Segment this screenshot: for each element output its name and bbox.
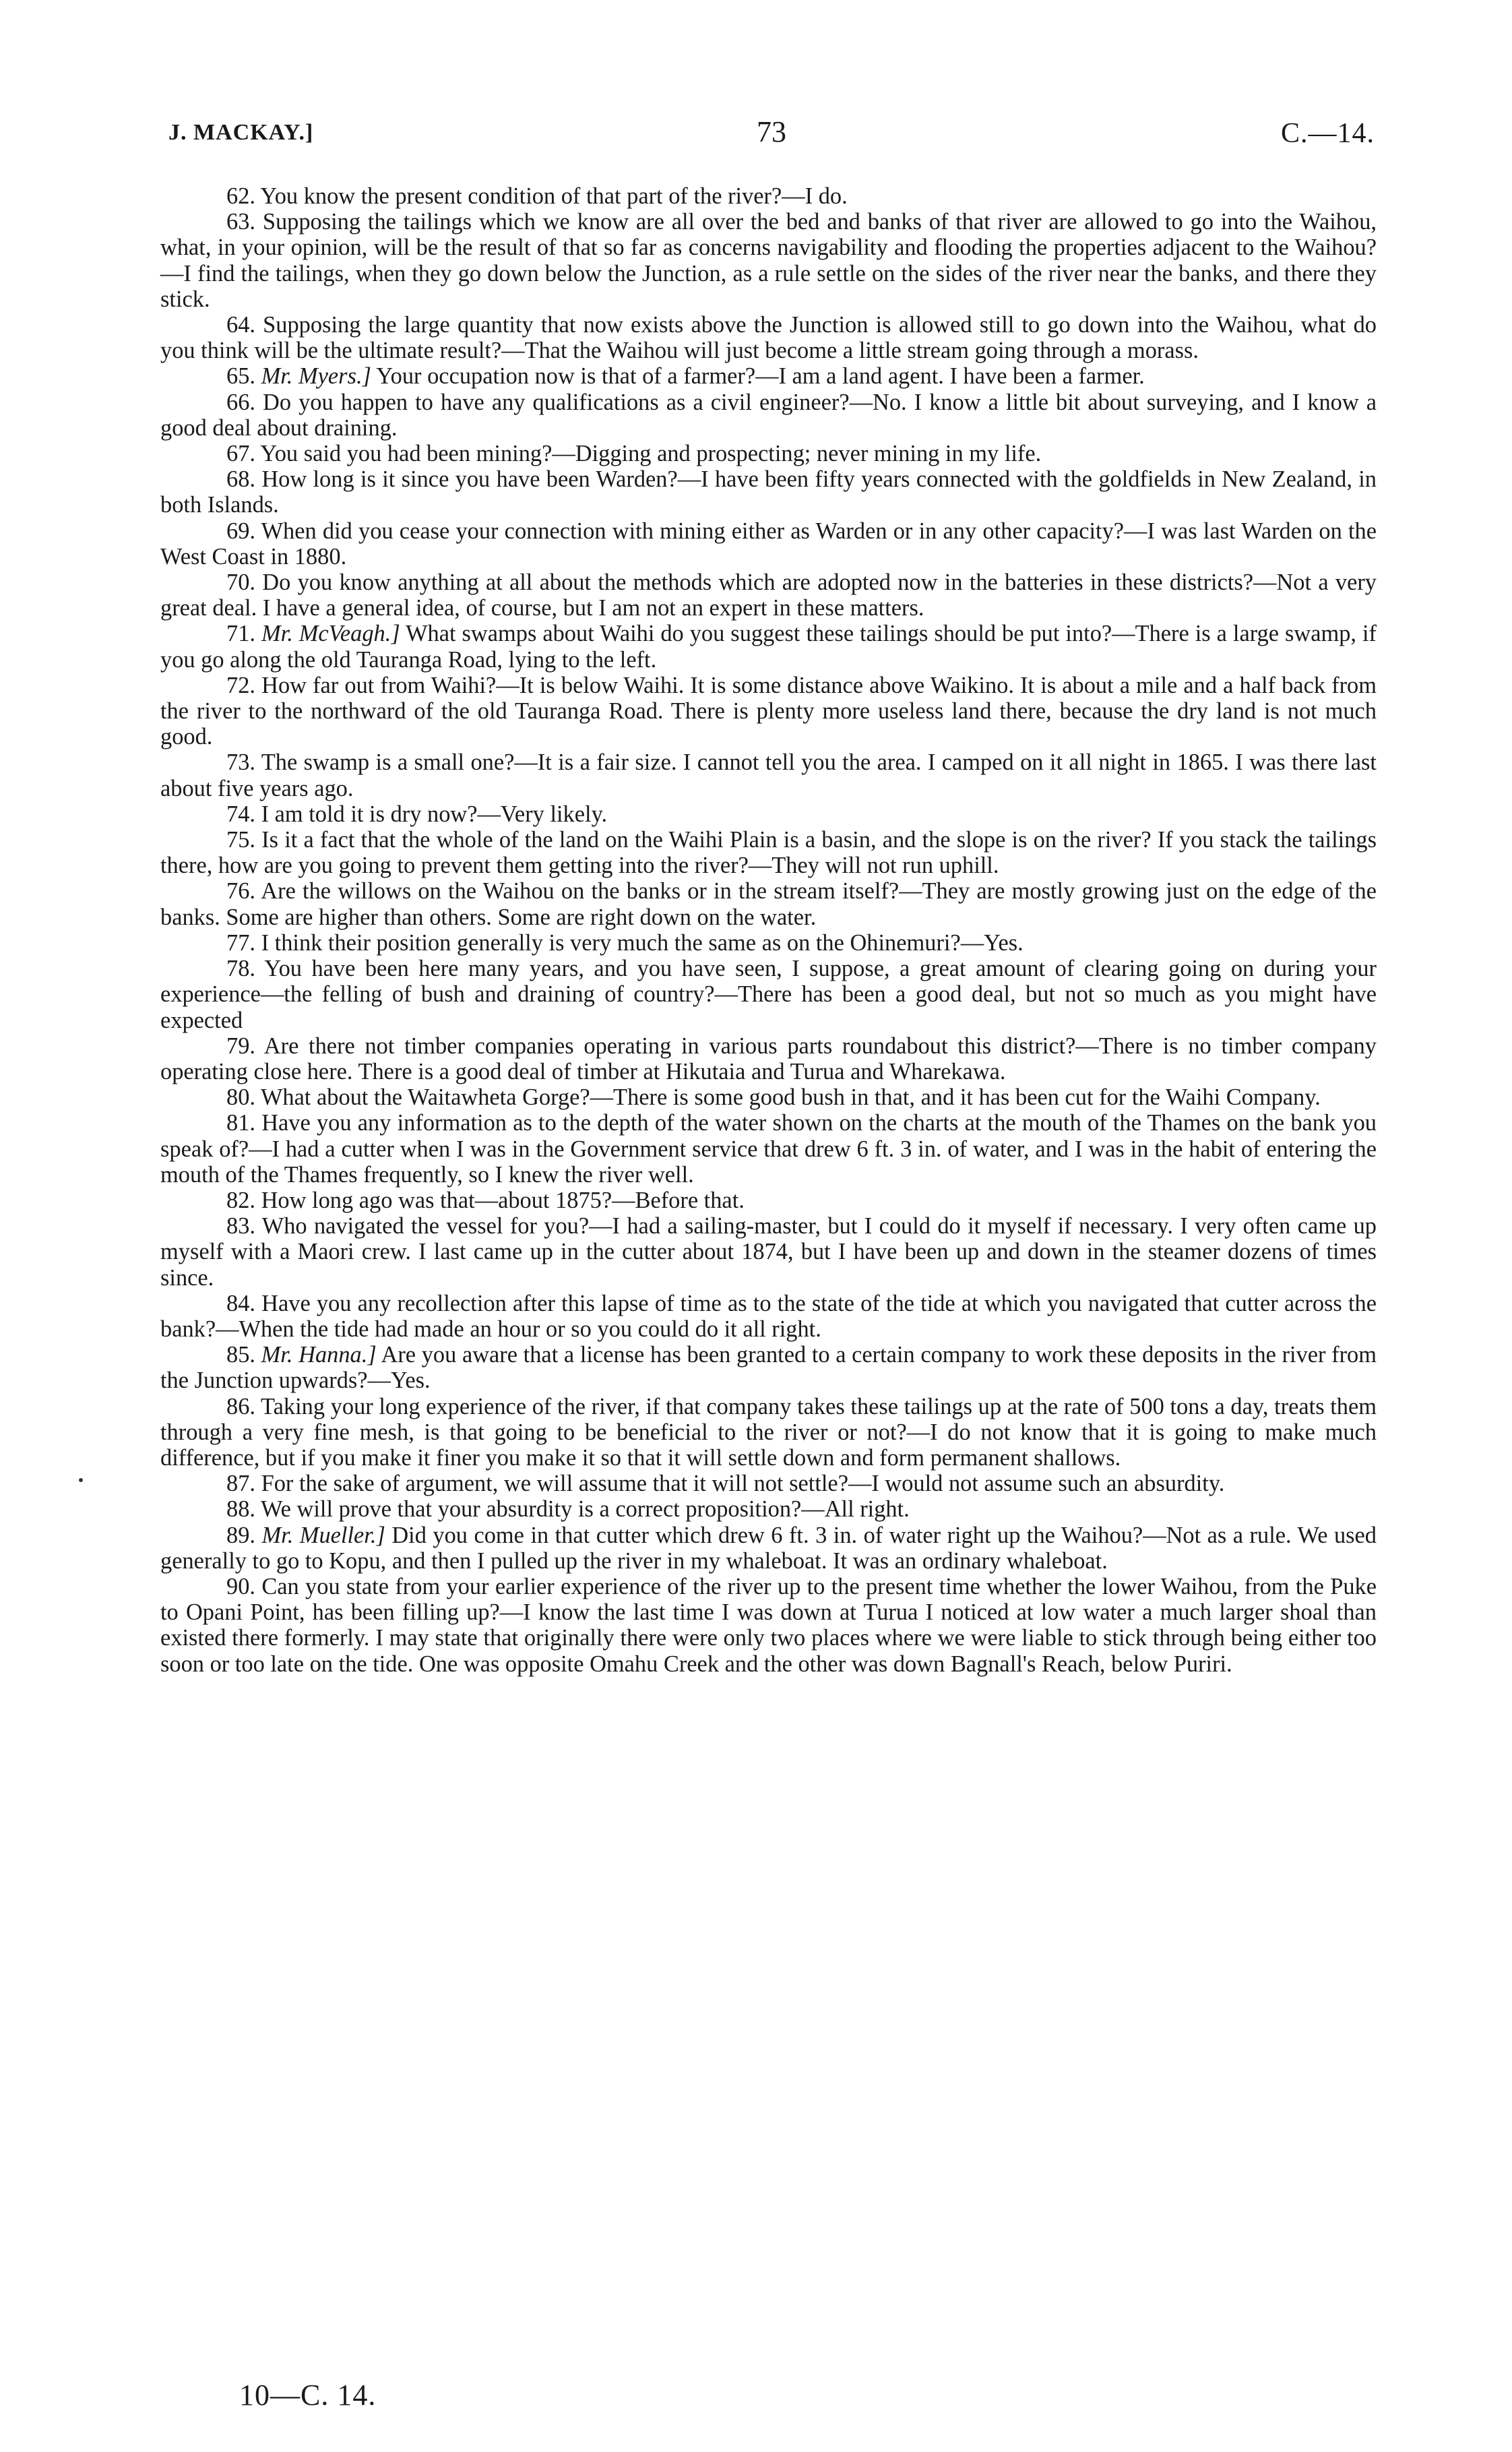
question-answer-paragraph: 88. We will prove that your absurdity is a correct proposition?—All right. xyxy=(226,1496,910,1523)
question-answer-paragraph: 63. Supposing the tailings which we know are all over the bed and banks of that river are allowed to go into the Waihou, what, in your opinion, will be the result of that so far as concerns navigability and flooding the properties adjacent to the Waihou?—I find the tailings, when they go down below the Junction, as a rule settle on the sides of the river near the banks, and there they stick. xyxy=(160,209,1377,312)
speaker-attribution: Mr. Myers.] xyxy=(261,363,371,390)
question-answer-paragraph: 66. Do you happen to have any qualifications as a civil engineer?—No. I know a little bit about surveying, and I know a good deal about draining. xyxy=(160,389,1377,441)
question-answer-paragraph: 77. I think their position generally is very much the same as on the Ohinemuri?—Yes. xyxy=(226,929,1023,956)
question-answer-paragraph: 87. For the sake of argument, we will assume that it will not settle?—I would not assume such an absurdity. xyxy=(226,1471,1225,1497)
question-answer-paragraph: 83. Who navigated the vessel for you?—I had a sailing-master, but I could do it myself if necessary. I very often came up myself with a Maori crew. I last came up in the cutter about 1874, but I have been up and down in the steamer dozens of times since. xyxy=(160,1213,1377,1291)
question-answer-paragraph: 84. Have you any recollection after this lapse of time as to the state of the tide at which you navigated that cutter across the bank?—When the tide had made an hour or so you could do it all right. xyxy=(160,1290,1377,1342)
signature-mark: 10—C. 14. xyxy=(239,2379,377,2412)
question-answer-paragraph: 76. Are the willows on the Waihou on the banks or in the stream itself?—They are mostly growing just on the edge of the banks. Some are higher than others. Some are right down on the water. xyxy=(160,878,1377,930)
question-answer-paragraph: 71. Mr. McVeagh.] What swamps about Waihi do you suggest these tailings should be put into?—There is a large swamp, if you go along the old Tauranga Road, lying to the left. xyxy=(160,621,1377,673)
question-answer-paragraph: 82. How long ago was that—about 1875?—Before that. xyxy=(226,1187,745,1213)
speaker-attribution: Mr. Hanna.] xyxy=(261,1342,377,1368)
question-answer-paragraph: 89. Mr. Mueller.] Did you come in that cutter which drew 6 ft. 3 in. of water right up the Waihou?—Not as a rule. We used generally to go to Kopu, and then I pulled up the river in my whaleboat. It was an ordinary whaleboat. xyxy=(160,1522,1377,1574)
question-answer-paragraph: 86. Taking your long experience of the river, if that company takes these tailings up at the rate of 500 tons a day, treats them through a very fine mesh, is that going to be beneficial to the river or not?—I do not know that it is going to make much difference, but if you make it finer you make it so that it will settle down and form permanent shallows. xyxy=(160,1393,1377,1471)
paper-reference: C.—14. xyxy=(1280,118,1375,149)
question-answer-paragraph: 90. Can you state from your earlier experience of the river up to the present time whether the lower Waihou, from the Puke to Opani Point, has been filling up?—I know the last time I was down at Turua I noticed at low water a much larger shoal than existed there formerly. I may state that originally there were only two places where we were liable to stick through being either too soon or too late on the tide. One was opposite Omahu Creek and the other was down Bagnall's Reach, below Puriri. xyxy=(160,1573,1377,1677)
question-answer-paragraph: 79. Are there not timber companies operating in various parts roundabout this district?—There is no timber company operating close here. There is a good deal of timber at Hikutaia and Turua and Wharekawa. xyxy=(160,1033,1377,1084)
question-answer-paragraph: 73. The swamp is a small one?—It is a fair size. I cannot tell you the area. I camped on it all night in 1865. I was there last about five years ago. xyxy=(160,749,1377,801)
question-answer-paragraph: 67. You said you had been mining?—Digging and prospecting; never mining in my life. xyxy=(226,441,1042,467)
question-answer-paragraph: 81. Have you any information as to the depth of the water shown on the charts at the mouth of the Thames on the bank you speak of?—I had a cutter when I was in the Government service that drew 6 ft. 3 in. of water, and I was in the habit of entering the mouth of the Thames frequently, so I knew the river well. xyxy=(160,1110,1377,1188)
question-answer-paragraph: 68. How long is it since you have been Warden?—I have been fifty years connected with the goldfields in New Zealand, in both Islands. xyxy=(160,466,1377,518)
speaker-attribution: Mr. Mueller.] xyxy=(261,1522,385,1548)
question-answer-paragraph: 64. Supposing the large quantity that now exists above the Junction is allowed still to go down into the Waihou, what do you think will be the ultimate result?—That the Waihou will just become a little stream going through a morass. xyxy=(160,312,1377,364)
question-answer-paragraph: 69. When did you cease your connection with mining either as Warden or in any other capacity?—I was last Warden on the West Coast in 1880. xyxy=(160,518,1377,570)
question-answer-paragraph: 62. You know the present condition of that part of the river?—I do. xyxy=(226,183,848,209)
page-number: 73 xyxy=(757,115,786,148)
question-answer-paragraph: 65. Mr. Myers.] Your occupation now is that of a farmer?—I am a land agent. I have been a farmer. xyxy=(226,363,1145,390)
margin-mark xyxy=(79,1478,83,1482)
header-witness-name: J. MACKAY.] xyxy=(168,120,314,145)
speaker-attribution: Mr. McVeagh.] xyxy=(261,621,400,647)
question-answer-paragraph: 78. You have been here many years, and you have seen, I suppose, a great amount of clearing going on during your experience—the felling of bush and draining of country?—There has been a good deal, but not so much as you might have expected xyxy=(160,956,1377,1033)
question-answer-paragraph: 72. How far out from Waihi?—It is below Waihi. It is some distance above Waikino. It is about a mile and a half back from the river to the northward of the old Tauranga Road. There is plenty more useless land there, because the dry land is not much good. xyxy=(160,672,1377,750)
question-answer-paragraph: 85. Mr. Hanna.] Are you aware that a license has been granted to a certain company to work these deposits in the river from the Junction upwards?—Yes. xyxy=(160,1342,1377,1394)
question-answer-paragraph: 75. Is it a fact that the whole of the land on the Waihi Plain is a basin, and the slope is on the river? If you stack the tailings there, how are you going to prevent them getting into the river?—They will not run uphill. xyxy=(160,827,1377,879)
page-header xyxy=(168,115,1375,162)
evidence-body xyxy=(160,183,1377,1677)
question-answer-paragraph: 70. Do you know anything at all about the methods which are adopted now in the batteries in these districts?—Not a very great deal. I have a general idea, of course, but I am not an expert in these matters. xyxy=(160,570,1377,621)
question-answer-paragraph: 74. I am told it is dry now?—Very likely. xyxy=(226,801,608,827)
question-answer-paragraph: 80. What about the Waitawheta Gorge?—There is some good bush in that, and it has been cut for the Waihi Company. xyxy=(226,1084,1321,1111)
